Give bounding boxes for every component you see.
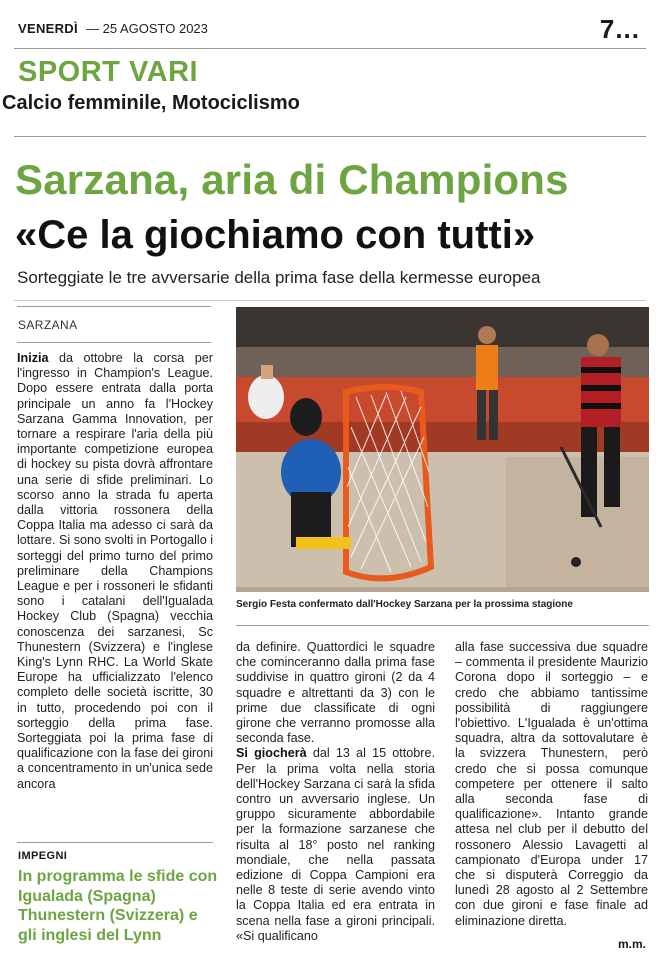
header-day: VENERDÌ bbox=[18, 21, 78, 36]
location-rule-bottom bbox=[17, 342, 211, 343]
sidebar-box-text: In programma le sfide con Igualada (Spagna) Thunestern (Svizzera) e gli inglesi del Lynn bbox=[18, 868, 218, 944]
sidebar-box-label: IMPEGNI bbox=[18, 850, 68, 862]
column-2-text-a: da definire. Quattordici le squadre che cominceranno dalla prima fase suddivise in quattro gironi (2 da 4 squadre e altrettanti da 3) con le prime due classificate di ogni girone che verranno promosse alla seconda fase. bbox=[236, 640, 435, 746]
headline-quote: «Ce la giochiamo con tutti» bbox=[15, 213, 536, 257]
headline-primary: Sarzana, aria di Champions bbox=[15, 156, 569, 203]
caption-divider bbox=[236, 625, 649, 626]
header-date: — 25 AGOSTO 2023 bbox=[86, 21, 208, 36]
sidebar-box-rule bbox=[17, 842, 213, 843]
section-subtitle: Calcio femminile, Motociclismo bbox=[2, 92, 300, 114]
section-title: SPORT VARI bbox=[18, 56, 199, 88]
article-column-3 bbox=[455, 640, 648, 929]
column-2-text-b: dal 13 al 15 ottobre. Per la prima volta nella storia dell'Hockey Sarzana ci sarà la sfida contro un avversario inglese. Un gruppo sicuramente abbordabile per la formazione sarzanese che risulta al 18° posto nel ranking mondiale, che nella passata edizione di Coppa Campioni era nelle 8 teste di serie avendo vinto la Coppa Italia ed era entrata in scena nella fase a gironi principali. «Si qualificano bbox=[236, 746, 436, 943]
page-number: 7... bbox=[599, 14, 640, 44]
article-photo bbox=[236, 307, 649, 592]
subheadline: Sorteggiate le tre avversarie della prima fase della kermesse europea bbox=[17, 268, 541, 287]
author-signature: m.m. bbox=[617, 937, 646, 951]
column-2-lead: Si giocherà bbox=[236, 746, 307, 761]
headline-divider bbox=[14, 300, 646, 301]
page-header bbox=[0, 0, 660, 48]
location-rule-top bbox=[17, 306, 211, 307]
article-column-2 bbox=[236, 640, 435, 944]
dateline-location: SARZANA bbox=[18, 318, 78, 332]
photo-caption: Sergio Festa confermato dall'Hockey Sarzana per la prossima stagione bbox=[236, 599, 573, 610]
column-3-text: alla fase successiva due squadre – commenta il presidente Maurizio Corona dopo il sorteggio – e credo che abbiamo tantissime possibilità di raggiungere l'obiettivo. L'Igualada è un'ottima squadra, altra da sottovalutare è la svizzera Thunestern, però credo che si possa comunque competere per ottenere il salto alla seconda fase di qualificazione». Intanto grande attesa nel club per il debutto del rossonero Alessio Lavagetti al campionato d'Europa under 17 che si disputerà Correggio da lunedì 28 agosto al 2 Settembre con due gironi e fase finale ad eliminazione diretta. bbox=[455, 640, 648, 928]
article-column-1 bbox=[17, 351, 213, 792]
section-divider bbox=[14, 136, 646, 137]
header-divider bbox=[14, 48, 646, 49]
column-1-lead: Inizia bbox=[17, 351, 49, 365]
column-1-text: da ottobre la corsa per l'ingresso in Champion's League. Dopo essere entrata dalla porta principale un anno fa l'Hockey Sarzana Gamma Innovation, per tornare a respirare l'aria della più importante competizione europea di hockey su pista dovrà affrontare una serie di sfide preliminari. Lo scorso anno la strada fu aperta dalla vittoria rossonera della Coppa Italia ma adesso ci sarà da lottare. Si sono svolti in Portogallo i sorteggi del primo turno del primo preliminare della Champions League e per i rossoneri le sfidanti sono i catalani dell'Igualada Hockey Club (Spagna) vecchia conoscenza dei sarzanesi, Sc Thunestern (Svizzera) e l'inglese King's Lynn RHC. La World Skate Europe ha ufficializzato l'elenco completo delle società iscritte, 30 in tutto, procedendo poi con il sorteggio della prima fase. Sorteggiata poi la prima fase di qualificazione con la fase dei gironi a concentramento in un'unica sede ancora bbox=[17, 351, 214, 791]
